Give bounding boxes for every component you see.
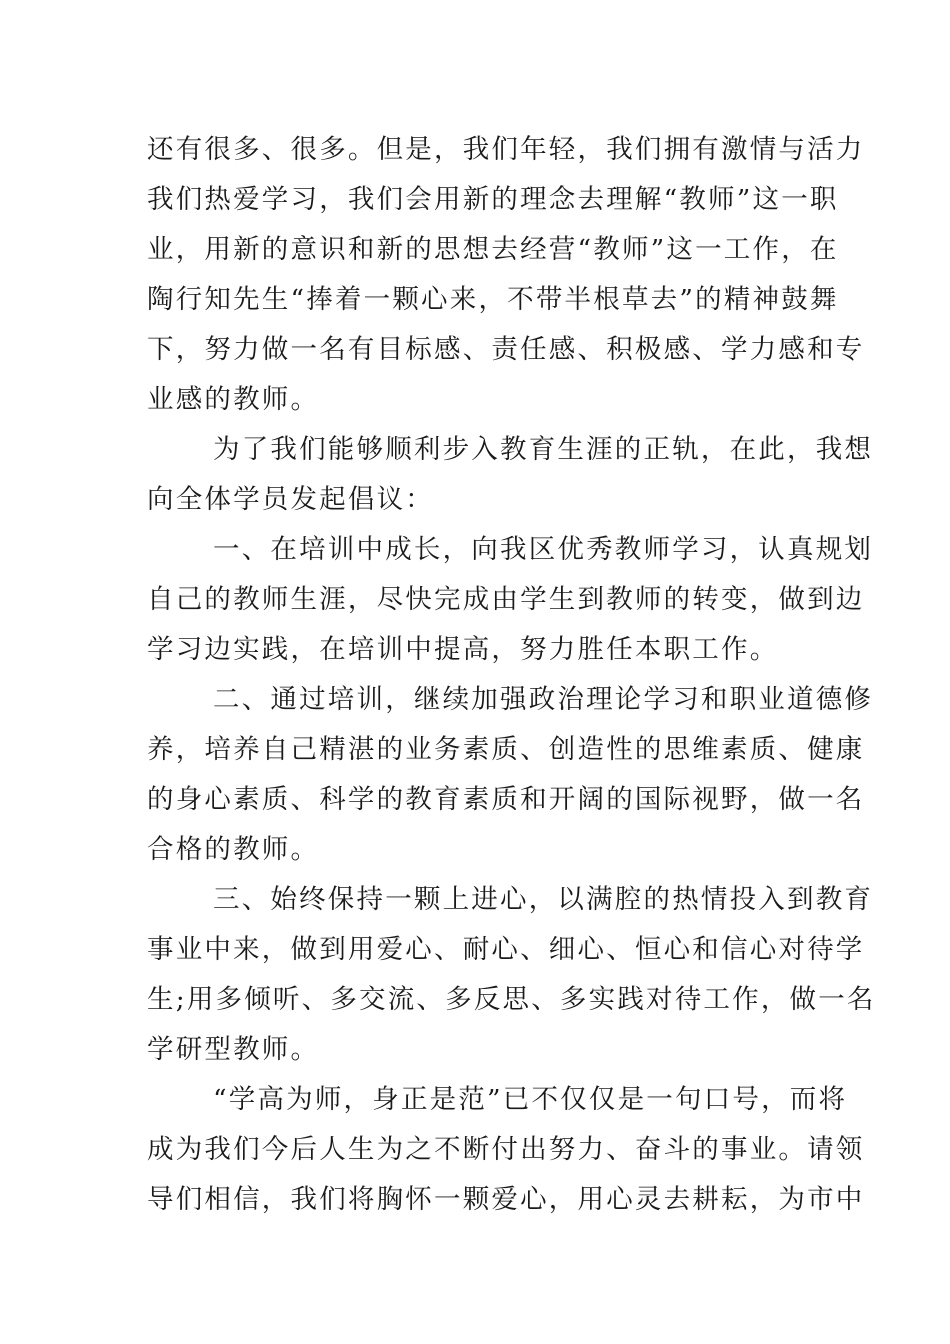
text-line: 自己的教师生涯，尽快完成由学生到教师的转变，做到边 [147,584,865,615]
text-line: 学习边实践，在培训中提高，努力胜任本职工作。 [147,634,779,665]
text-line: 导们相信，我们将胸怀一颗爱心，用心灵去耕耘，为市中 [147,1184,865,1215]
paragraph-first-line: 二、通过培训，继续加强政治理论学习和职业道德修 [213,684,874,715]
paragraph-first-line: 为了我们能够顺利步入教育生涯的正轨，在此，我想 [213,434,874,465]
text-line: 还有很多、很多。但是，我们年轻，我们拥有激情与活力 [147,134,865,165]
paragraph-first-line: 三、始终保持一颗上进心，以满腔的热情投入到教育 [213,884,874,915]
text-line: 事业中来，做到用爱心、耐心、细心、恒心和信心对待学 [147,934,865,965]
text-line: 生;用多倾听、多交流、多反思、多实践对待工作，做一名 [147,984,876,1015]
paragraph-first-line: “学高为师，身正是范”已不仅仅是一句口号，而将 [213,1084,848,1115]
text-line: 下，努力做一名有目标感、责任感、积极感、学力感和专 [147,334,865,365]
text-line: 业感的教师。 [147,384,320,415]
text-line: 学研型教师。 [147,1034,320,1065]
text-line: 成为我们今后人生为之不断付出努力、奋斗的事业。请领 [147,1134,865,1165]
text-line: 我们热爱学习，我们会用新的理念去理解“教师”这一职 [147,184,839,215]
text-line: 陶行知先生“捧着一颗心来，不带半根草去”的精神鼓舞 [147,284,839,315]
text-line: 合格的教师。 [147,834,320,865]
text-line: 的身心素质、科学的教育素质和开阔的国际视野，做一名 [147,784,865,815]
paragraph-first-line: 一、在培训中成长，向我区优秀教师学习，认真规划 [213,534,874,565]
text-line: 养，培养自己精湛的业务素质、创造性的思维素质、健康 [147,734,865,765]
text-line: 业，用新的意识和新的思想去经营“教师”这一工作，在 [147,234,839,265]
text-line: 向全体学员发起倡议： [147,484,434,515]
